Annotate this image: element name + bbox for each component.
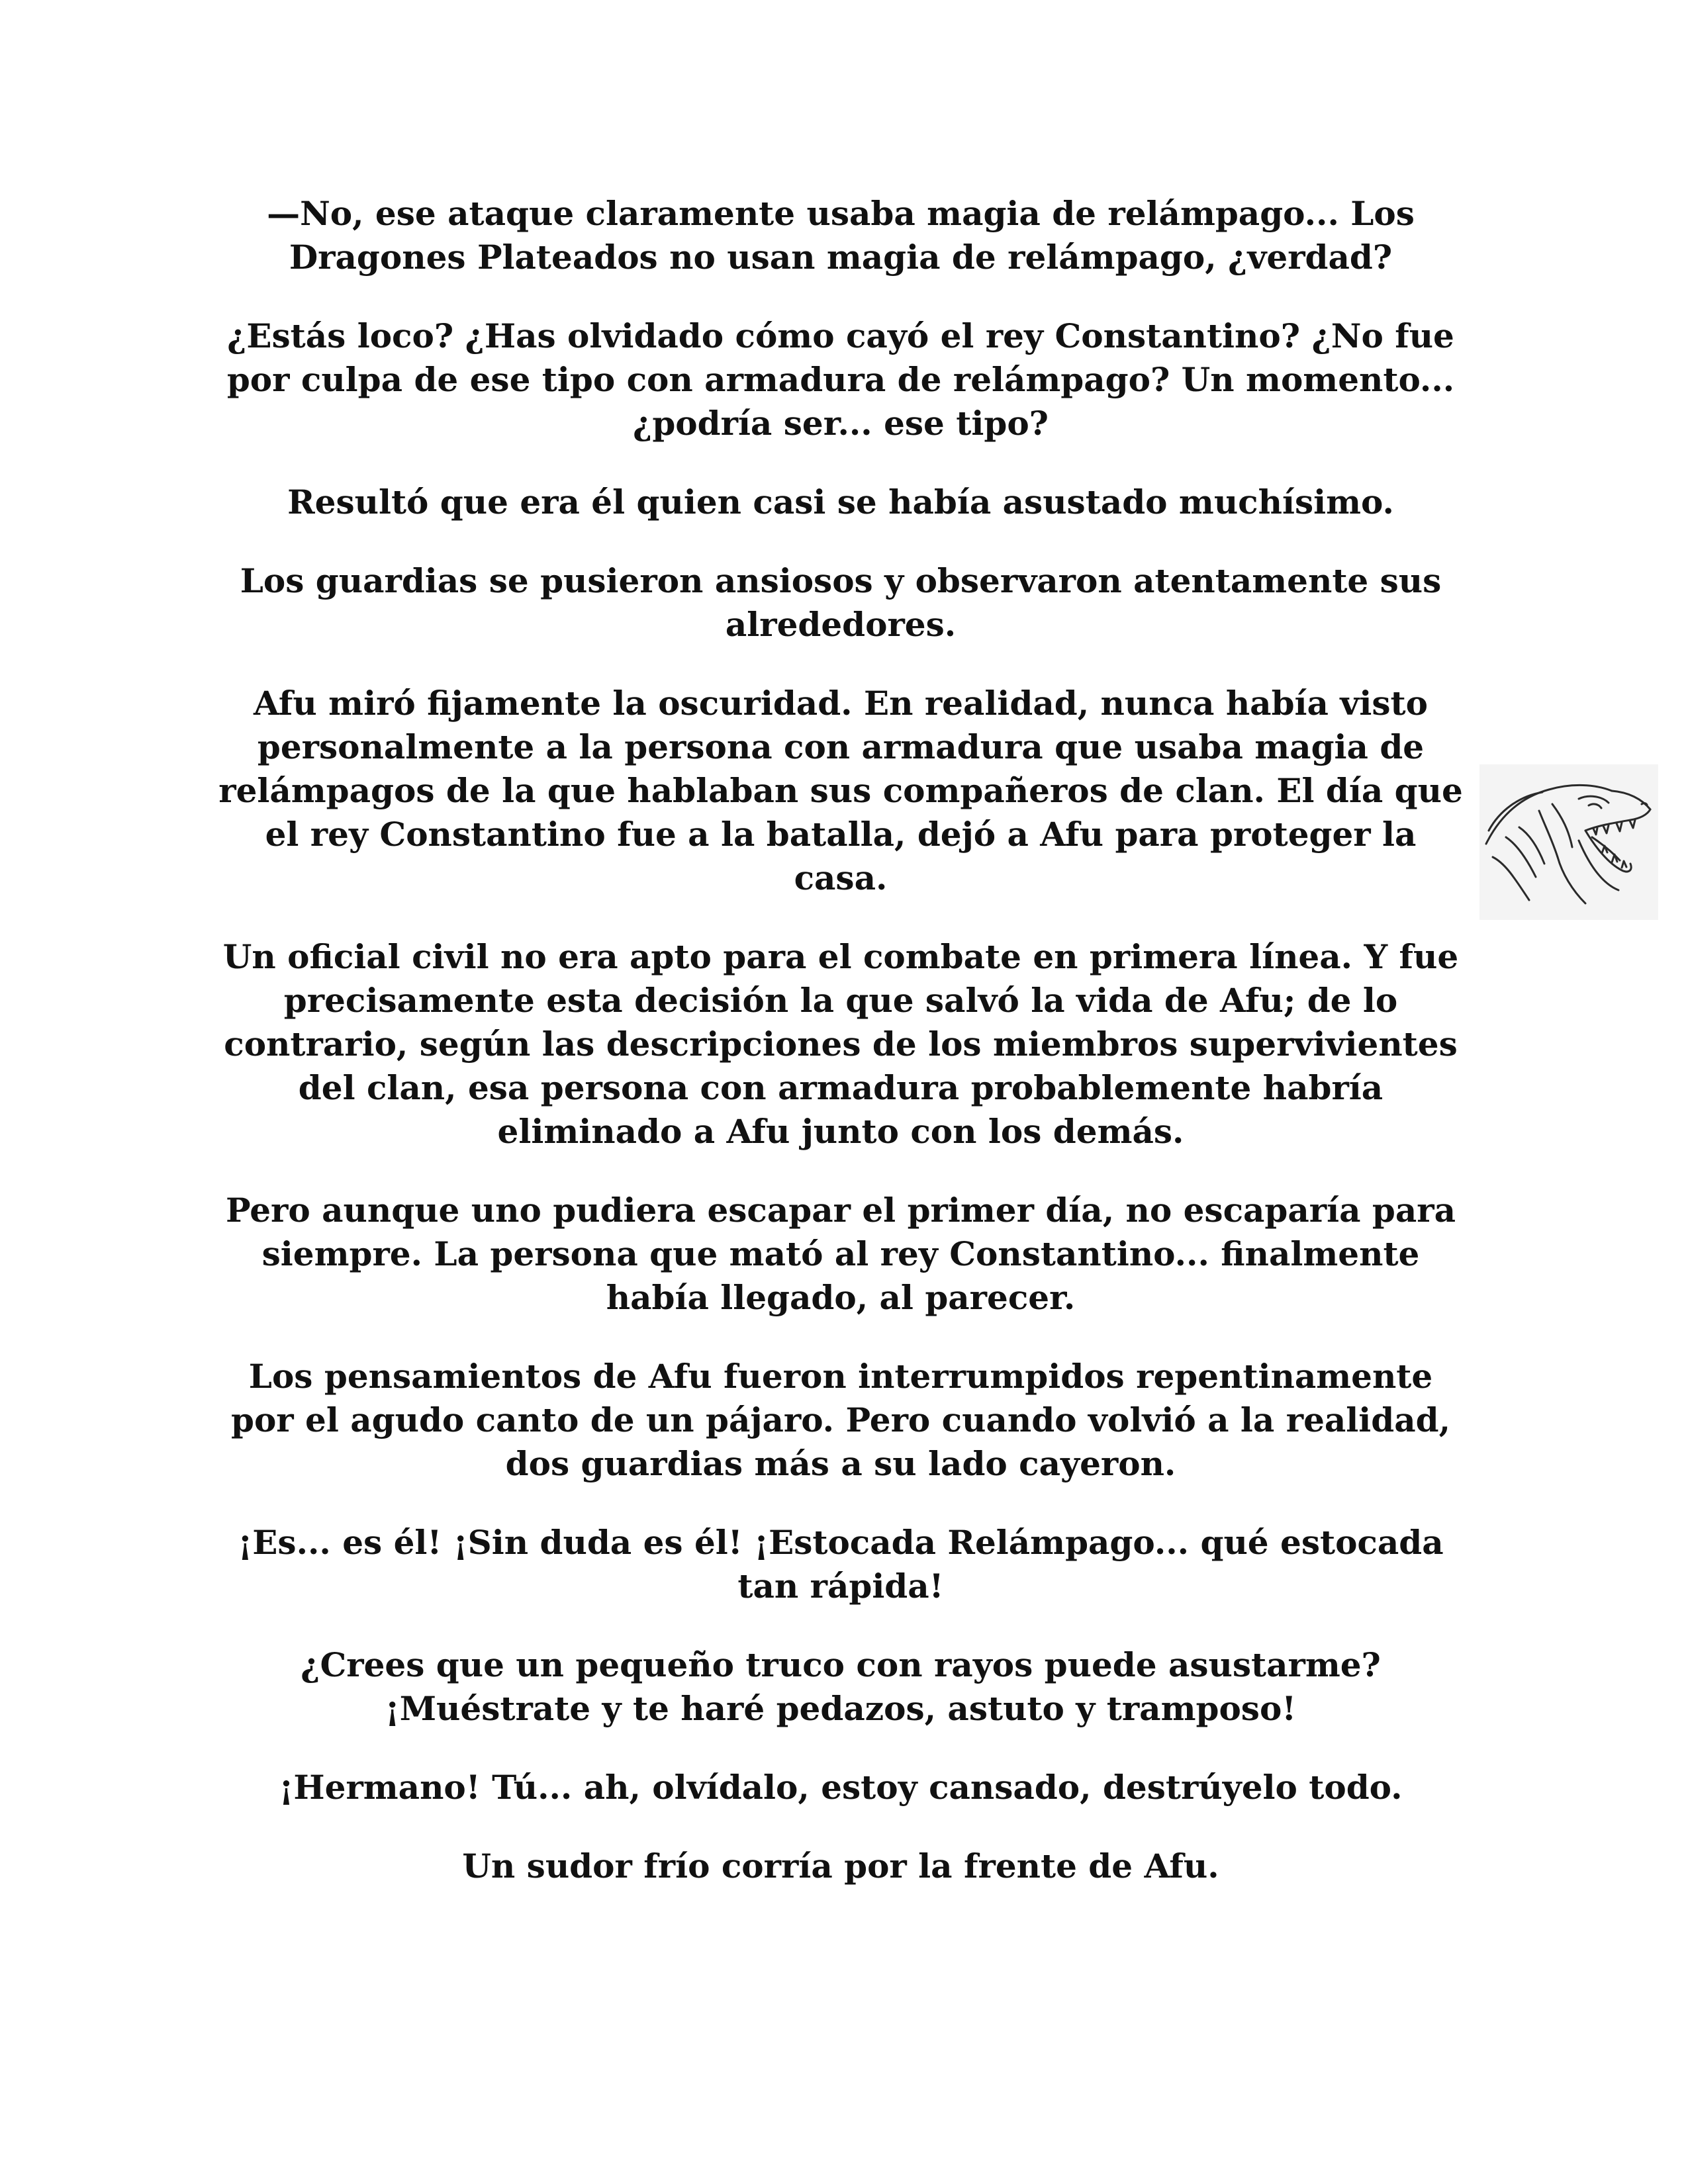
paragraph-7: Pero aunque uno pudiera escapar el primer día, no escaparía para siempre. La persona que mató al rey Constantino... finalmente había llegado, al parecer.	[225, 1191, 1456, 1317]
paragraph-5: Afu miró fijamente la oscuridad. En realidad, nunca había visto personalmente a la persona con armadura que usaba magia de relámpagos de la que hablaban sus compañeros de clan. El día que el rey Constantino fue a la batalla, dejó a Afu para proteger la casa.	[218, 684, 1463, 897]
paragraph-6: Un oficial civil no era apto para el combate en primera línea. Y fue precisamente esta decisión la que salvó la vida de Afu; de lo contrario, según las descripciones de los miembros supervivientes del clan, esa persona con armadura probablemente habría eliminado a Afu junto con los demás.	[222, 937, 1459, 1151]
paragraph-11: ¡Hermano! Tú... ah, olvídalo, estoy cansado, destrúyelo todo.	[279, 1768, 1403, 1807]
dragon-head-sketch-icon	[1479, 764, 1658, 920]
paragraph-8: Los pensamientos de Afu fueron interrumpidos repentinamente por el agudo canto de un pájaro. Pero cuando volvió a la realidad, dos guardias más a su lado cayeron.	[230, 1357, 1451, 1483]
paragraph-1: —No, ese ataque claramente usaba magia de relámpago... Los Dragones Plateados no usan magia de relámpago, ¿verdad?	[267, 194, 1415, 277]
story-text	[218, 192, 1463, 1923]
paragraph-4: Los guardias se pusieron ansiosos y observaron atentamente sus alrededores.	[240, 561, 1442, 644]
paragraph-2: ¿Estás loco? ¿Has olvidado cómo cayó el rey Constantino? ¿No fue por culpa de ese tipo con armadura de relámpago? Un momento... ¿podría ser... ese tipo?	[226, 316, 1455, 443]
paragraph-12: Un sudor frío corría por la frente de Afu.	[462, 1846, 1219, 1886]
paragraph-3: Resultó que era él quien casi se había asustado muchísimo.	[287, 482, 1394, 522]
paragraph-10: ¿Crees que un pequeño truco con rayos puede asustarme? ¡Muéstrate y te haré pedazos, astuto y tramposo!	[301, 1645, 1381, 1728]
paragraph-9: ¡Es... es él! ¡Sin duda es él! ¡Estocada Relámpago... qué estocada tan rápida!	[238, 1523, 1444, 1606]
